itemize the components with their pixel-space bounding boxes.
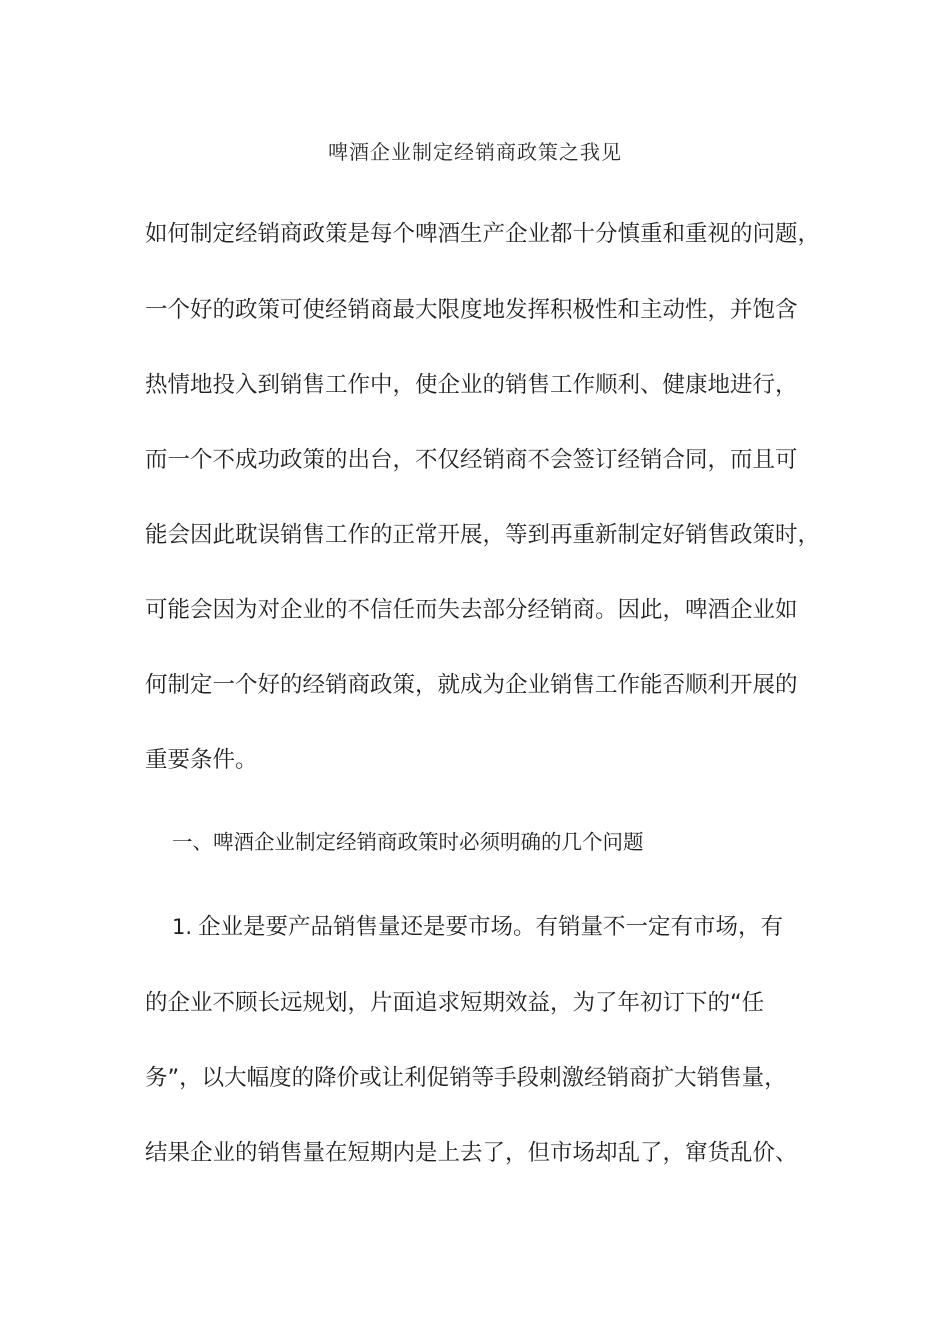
paragraph-line: 能会因此耽误销售工作的正常开展，等到再重新制定好销售政策时， — [145, 522, 821, 548]
section-heading: 一、啤酒企业制定经销商政策时必须明确的几个问题 — [172, 830, 644, 854]
list-item-text: 企业是要产品销售量还是要市场。有销量不一定有市场，有 — [198, 914, 784, 940]
paragraph-line: 重要条件。 — [145, 747, 258, 773]
document-title: 啤酒企业制定经销商政策之我见 — [328, 140, 622, 164]
list-item-number: 1. — [172, 915, 193, 939]
paragraph-line: 务”，以大幅度的降价或让利促销等手段刺激经销商扩大销售量， — [145, 1065, 787, 1091]
paragraph-line: 如何制定经销商政策是每个啤酒生产企业都十分慎重和重视的问题， — [145, 221, 821, 247]
paragraph-line: 而一个不成功政策的出台，不仅经销商不会签订经销合同，而且可 — [145, 447, 798, 473]
paragraph-line: 何制定一个好的经销商政策，就成为企业销售工作能否顺利开展的 — [145, 672, 798, 698]
list-item-first-line — [172, 911, 783, 943]
paragraph-line: 结果企业的销售量在短期内是上去了，但市场却乱了，窜货乱价、 — [145, 1140, 798, 1166]
paragraph-line: 一个好的政策可使经销商最大限度地发挥积极性和主动性，并饱含 — [145, 297, 798, 323]
paragraph-line: 可能会因为对企业的不信任而失去部分经销商。因此，啤酒企业如 — [145, 597, 798, 623]
paragraph-line: 的企业不顾长远规划，片面追求短期效益，为了年初订下的“任 — [145, 990, 765, 1016]
paragraph-line: 热情地投入到销售工作中，使企业的销售工作顺利、健康地进行， — [145, 372, 798, 398]
